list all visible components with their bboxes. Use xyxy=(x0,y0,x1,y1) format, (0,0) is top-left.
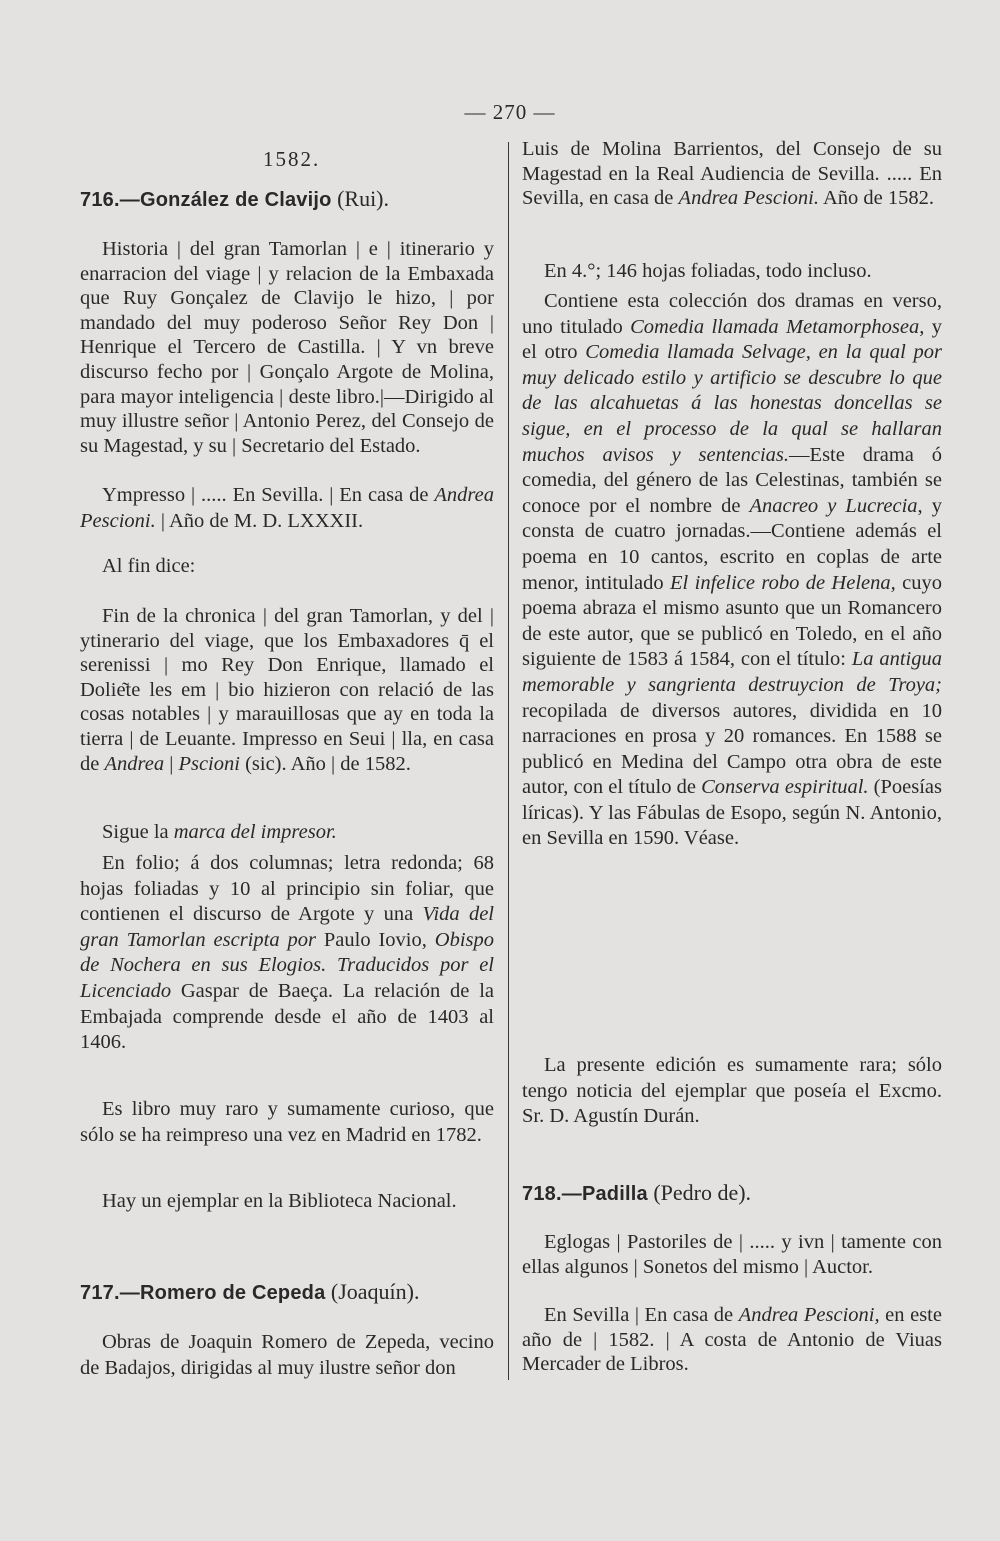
entry-717-heading xyxy=(80,1279,420,1305)
entry-number: 716.— xyxy=(80,189,140,211)
entry-716-description: En folio; á dos columnas; letra redonda; 68 hojas foliadas y 10 al principio sin foliar, que contienen el discurso de Argote y una Vida del gran Tamorlan escripta por Paulo Iovio, Obispo de Nochera en sus Elogios. Traducidos por el Licenciado Gaspar de Baeça. La relación de la Embajada comprende desde el año de 1403 al 1406. xyxy=(80,852,495,1054)
column-divider xyxy=(508,142,509,1380)
entry-716-title-transcription: Historia | del gran Tamorlan | e | itinerario y enarracion del viage | y relacion de la Embaxada que Ruy Gonçalez de Clavijo le hizo, | por mandado del muy poderoso Señor Rey Don | Henrique el Tercero de Castilla. | Y vn breve discurso fecho por | Gonçalo Argote de Molina, para mayor inteligencia | deste libro.|—Dirigido al muy illustre señor | Antonio Perez, del Consejo de su Magestad, y su | Secretario del Estado. xyxy=(80,238,494,457)
entry-author-name: (Joaquín). xyxy=(330,1279,420,1304)
page-number: — 270 — xyxy=(464,100,556,124)
entry-number: 718.— xyxy=(522,1183,582,1205)
entry-717-title-transcription: Obras de Joaquin Romero de Zepeda, vecino de Badajos, dirigidas al muy ilustre señor don xyxy=(80,1331,494,1379)
entry-author-name: (Pedro de). xyxy=(653,1180,752,1205)
entry-716-mark-note: Sigue la marca del impresor. xyxy=(102,821,337,843)
entry-718-imprint: En Sevilla | En casa de Andrea Pescioni, en este año de | 1582. | A costa de Antonio de Viuas Mercader de Libros. xyxy=(522,1304,942,1376)
entry-716-copy-location: Hay un ejemplar en la Biblioteca Nacional. xyxy=(102,1190,457,1212)
entry-author: Padilla xyxy=(581,1183,648,1205)
entry-author-name: (Rui). xyxy=(337,186,390,211)
entry-716-rarity: Es libro muy raro y sumamente curioso, que sólo se ha reimpreso una vez en Madrid en 1782. xyxy=(80,1098,494,1146)
entry-author: González de Clavijo xyxy=(139,189,332,211)
entry-717-contents: Contiene esta colección dos dramas en verso, uno titulado Comedia llamada Metamorphosea, y el otro Comedia llamada Selvage, en la qual por muy delicado estilo y artificio se descubre lo que de las alcahuetas á las honestas doncellas se sigue, en el processo de la qual se hallaran muchos avisos y sentencias.—Este drama ó comedia, del género de las Celestinas, también se conoce por el nombre de Anacreo y Lucrecia, y consta de cuatro jornadas.—Contiene además el poema en 10 cantos, escrito en coplas de arte menor, intitulado El infelice robo de Helena, cuyo poema abraza el mismo asunto que un Romancero de este autor, que se publicó en Toledo, en el año siguiente de 1583 á 1584, con el título: La antigua memorable y sangrienta destruycion de Troya; recopilada de diversos autores, dividida en 10 narraciones en prosa y 20 romances. En 1588 se publicó en Medina del Campo otra obra de este autor, con el título de Conserva espiritual. (Poesías líricas). Y las Fábulas de Esopo, según N. Antonio, en Sevilla en 1590. Véase. xyxy=(522,290,943,850)
entry-716-heading xyxy=(80,186,389,212)
entry-author: Romero de Cepeda xyxy=(139,1282,326,1304)
entry-716-colophon: Fin de la chronica | del gran Tamorlan, y del | ytinerario del viage, que los Embaxadores q̄ el serenissi | mo Rey Don Enrique, llamado el Dolie͂te les em | bio hizieron con relació de las cosas notables | y marauillosas que ay en toda la tierra | de Leuante. Impresso en Seui | lla, en casa de Andrea | Pscioni (sic). Año | de 1582. xyxy=(80,605,494,775)
entry-718-heading xyxy=(522,1180,751,1206)
entry-717-format: En 4.°; 146 hojas foliadas, todo incluso. xyxy=(544,260,872,282)
entry-717-rarity: La presente edición es sumamente rara; sólo tengo noticia del ejemplar que poseía el Excmo. Sr. D. Agustín Durán. xyxy=(522,1054,942,1128)
entry-717-title-continued: Luis de Molina Barrientos, del Consejo de su Magestad en la Real Audiencia de Sevilla. ..... En Sevilla, en casa de Andrea Pescioni. Año de 1582. xyxy=(522,138,942,210)
al-fin-note: Al fin dice: xyxy=(102,555,196,577)
entry-718-title-transcription: Eglogas | Pastoriles de | ..... y ivn | tamente con ellas algunos | Sonetos del mismo | Auctor. xyxy=(522,1231,942,1278)
year-heading: 1582. xyxy=(263,147,321,171)
entry-716-imprint: Ympresso | ..... En Sevilla. | En casa de Andrea Pescioni. | Año de M. D. LXXXII. xyxy=(80,484,494,532)
entry-number: 717.— xyxy=(80,1282,140,1304)
